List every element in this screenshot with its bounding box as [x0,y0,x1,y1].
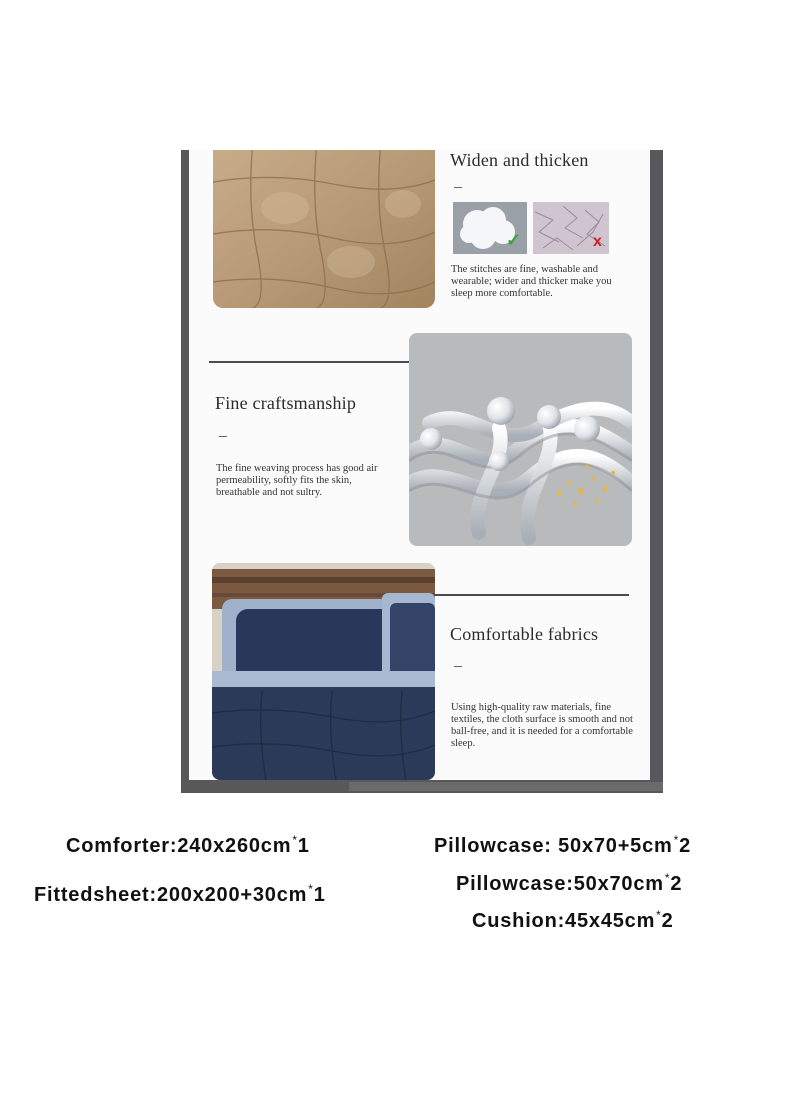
star-mark: * [308,882,314,896]
section-description-craftsmanship: The fine weaving process has good air permeability, softly fits the skin, breathable and not sultry. [216,463,378,498]
spec-quantity: 1 [313,884,326,906]
spec-quantity: 2 [679,835,692,857]
navy-bedding-image [212,563,435,780]
section-dash [454,666,462,667]
spec-quantity: 1 [297,835,310,857]
spec-fittedsheet [34,884,326,907]
spec-quantity: 2 [670,873,683,895]
star-mark: * [292,833,298,847]
spec-pillowcase [456,873,682,896]
star-mark: * [673,833,680,847]
spec-text: Pillowcase:50x70cm [456,873,664,895]
spec-cushion [472,910,674,933]
spec-text: Cushion:45x45cm [472,910,656,932]
spec-quantity: 2 [661,910,674,932]
section-divider-line [209,361,421,363]
section-title-fabrics: Comfortable fabrics [450,624,599,644]
section-description-fabrics: Using high-quality raw materials, fine textiles, the cloth surface is smooth and not ball-free, and it is needed for a comfortable sleep. [451,702,633,749]
section-description-widen: The stitches are fine, washable and wearable; wider and thicker make you sleep more comfortable. [451,264,612,299]
section-dash [219,436,227,437]
spec-text: Fittedsheet:200x200+30cm [34,884,308,906]
frame-bottom-strip [349,782,663,791]
tan-comforter-image [213,150,435,308]
section-dash [454,187,462,188]
spec-pillowcase-with-flange [434,835,691,858]
section-divider-line [435,594,629,596]
section-title-widen: Widen and thicken [450,150,589,170]
star-mark: * [656,908,662,922]
star-mark: * [664,871,671,885]
spec-comforter [66,835,310,858]
cotton-sample-good-image [453,202,527,254]
check-icon: ✓ [506,230,522,250]
section-title-craftsmanship: Fine craftsmanship [215,393,357,413]
product-panel [189,150,650,780]
fiber-sample-bad-image [533,202,609,254]
spec-text: Comforter:240x260cm [66,835,292,857]
cross-icon: x [593,233,602,250]
fabric-weave-image [409,333,632,546]
spec-text: Pillowcase: 50x70+5cm [434,835,673,857]
